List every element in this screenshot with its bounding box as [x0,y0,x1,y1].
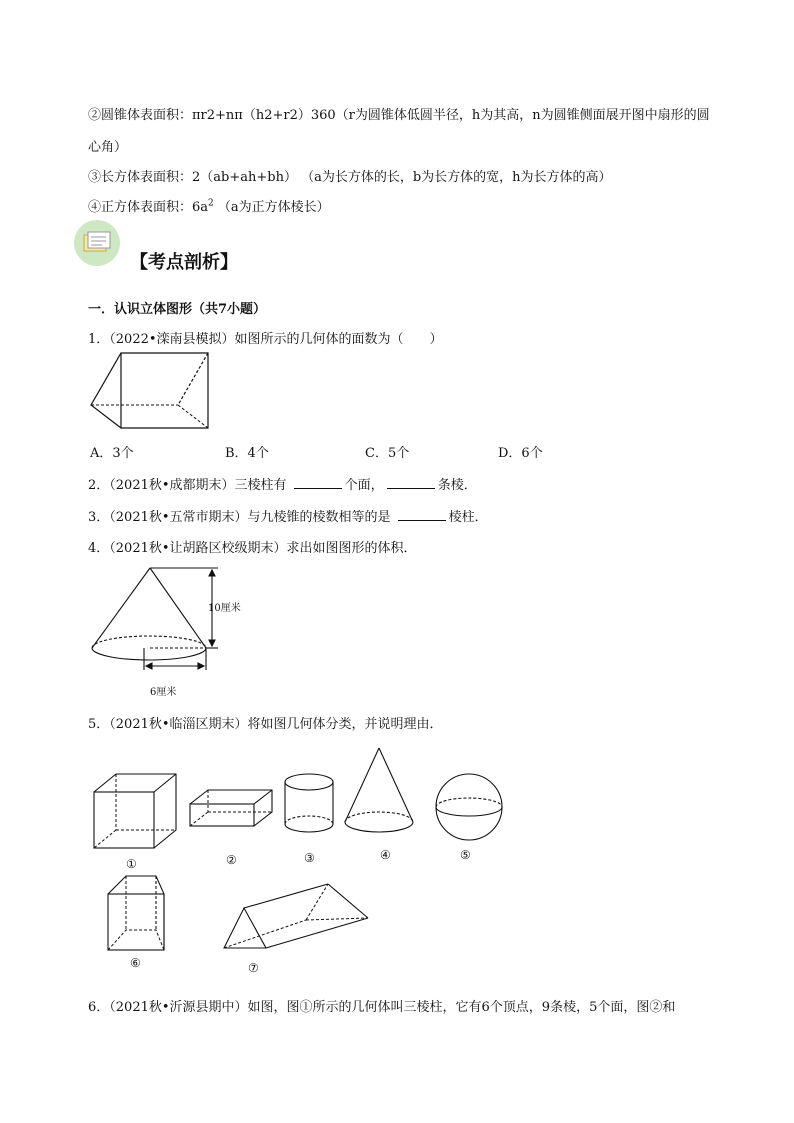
q3-blank[interactable] [398,508,446,521]
q4-height-label: 10厘米 [208,603,241,614]
section-badge-icon [74,220,120,266]
q1-option-d[interactable]: D．6个 [498,446,543,461]
section-title: 【考点剖析】 [130,252,238,273]
q3-text-b: 棱柱． [448,510,488,525]
q4-radius-label: 6厘米 [150,687,177,698]
formula-cube-exponent: 2 [208,198,214,209]
q5-label-4: ④ [380,848,391,862]
q5-sphere-figure [434,772,504,842]
q5-cylinder-figure [283,772,335,836]
formula-cone-part2: 2+nπ（h2+r2）360（r为圆锥体低圆半径，h为其高，n为圆锥侧面展开图中扇形的圆 [206,108,710,123]
formula-cube-part1: ④正方体表面积：6a [88,200,209,215]
formula-cone-surface [88,104,710,123]
q5-label-1: ① [126,857,137,871]
q5-triangular-prism-figure [222,880,372,952]
question-5: 5．（2021秋•临淄区期末）将如图几何体分类，并说明理由． [88,717,443,732]
question-2 [88,474,477,493]
formula-cube-surface [88,196,330,215]
q5-cuboid-figure [188,788,274,828]
formula-cone-part1: ②圆锥体表面积：πr [88,108,207,123]
q2-text-a: 2．（2021秋•成都期末）三棱柱有 [88,478,287,493]
question-6: 6．（2021秋•沂源县期中）如图，图①所示的几何体叫三棱柱，它有6个顶点，9条棱，5个面，图②和 [88,1000,676,1015]
q5-cone-figure [342,746,416,836]
formula-cuboid-surface: ③长方体表面积：2（ab+ah+bh） （a为长方体的长，b为长方体的宽，h为长方体的高） [88,170,612,185]
formula-cone-cont: 心角） [88,140,128,155]
subsection-title: 一．认识立体图形（共7小题） [88,302,267,317]
q2-blank-faces[interactable] [294,476,342,489]
q1-option-b[interactable]: B．4个 [225,446,269,461]
q5-label-7: ⑦ [248,961,259,975]
q5-label-5: ⑤ [460,848,471,862]
q5-label-6: ⑥ [130,956,141,970]
question-3 [88,506,488,525]
q1-option-c[interactable]: C．5个 [365,446,410,461]
q5-cube-figure [92,772,178,850]
q2-blank-edges[interactable] [387,476,435,489]
question-1: 1．（2022•滦南县模拟）如图所示的几何体的面数为（ ） [88,332,443,347]
q2-text-c: 条棱． [437,478,477,493]
formula-cube-part2: （a为正方体棱长） [217,200,330,215]
q1-option-a[interactable]: A．3个 [90,446,134,461]
question-4: 4．（2021秋•让胡路区校级期末）求出如图图形的体积． [88,541,417,556]
q3-text-a: 3．（2021秋•五常市期末）与九棱锥的棱数相等的是 [88,510,391,525]
q5-pentagonal-prism-figure [104,872,170,952]
q4-cone-figure [88,562,228,680]
q1-prism-figure [88,350,228,432]
q5-label-3: ③ [304,851,315,865]
q2-text-b: 个面， [344,478,384,493]
q5-label-2: ② [226,853,237,867]
